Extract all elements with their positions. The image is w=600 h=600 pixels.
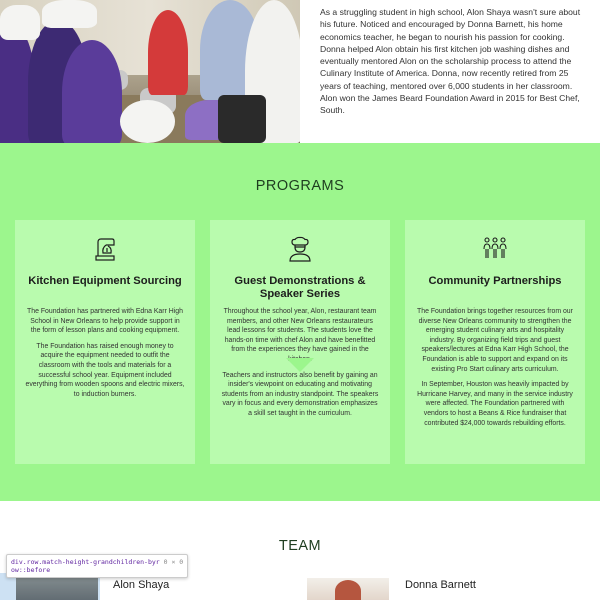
mixer-icon xyxy=(15,236,195,267)
program-card-title: Guest Demonstrations & Speaker Series xyxy=(234,275,366,300)
program-card-title: Community Partnerships xyxy=(428,275,562,287)
classroom-photo xyxy=(0,0,300,143)
section-notch xyxy=(286,358,314,372)
program-card-title: Kitchen Equipment Sourcing xyxy=(28,275,182,287)
program-card-paragraph: The Foundation has raised enough money to acquire the equipment needed to outfit the classroom with the tools and materials for a successful school year. Equipment included everything from wooden spoons and electric mixers, to induction burners. xyxy=(25,342,185,398)
program-card-guest-demonstrations xyxy=(210,220,390,464)
devtools-selector: div.row.match-height-grandchildren-byr xyxy=(11,558,160,566)
program-card-body xyxy=(415,307,575,434)
programs-heading: PROGRAMS xyxy=(255,178,345,194)
program-card-community-partnerships xyxy=(405,220,585,464)
member-name-donna[interactable]: Donna Barnett xyxy=(405,579,476,591)
program-card-paragraph: The Foundation brings together resources from our diverse New Orleans community to strengthen the emerging student culinary arts and hospitality industry. By organizing field trips and guest speakers/lectures at Edna Karr High School, the Foundation is able to support and expand on its existing Pro Start culinary arts curriculum. xyxy=(417,308,573,373)
devtools-size: 0 × 0 xyxy=(163,558,184,566)
programs-section xyxy=(0,143,600,501)
program-card-paragraph: Teachers and instructors also benefit by gaining an insider's viewpoint on educating and motivating students from an industry standpoint. The speakers vary in focus and every demonstration emphasizes a skill set taught in the curriculum. xyxy=(221,371,379,417)
member-photo-donna xyxy=(307,578,389,600)
program-card-kitchen-equipment xyxy=(15,220,195,464)
program-card-paragraph: In September, Houston was heavily impacted by Hurricane Harvey, and many in the service industry were affected. The Foundation partnered with vendors to host a Beans & Rice fundraiser that contributed $24,000 towards rebuilding efforts. xyxy=(417,381,573,427)
member-name-alon[interactable]: Alon Shaya xyxy=(113,579,170,591)
devtools-pseudo: ow::before xyxy=(11,566,51,574)
chef-icon xyxy=(210,236,390,267)
program-card-paragraph: The Foundation has partnered with Edna Karr High School in New Orleans to help provide support in the form of lesson plans and cooking equipment. xyxy=(27,308,183,335)
devtools-tooltip xyxy=(6,554,188,578)
program-card-paragraph: Throughout the school year, Alon, restaurant team members, and other New Orleans restaurateurs lead lessons for students. The students love the hands-on time with chef Alon and have benefitted from the experiences they have gained in the kitchen. xyxy=(223,308,377,363)
intro-section xyxy=(0,0,600,143)
program-card-body xyxy=(25,307,185,405)
bio-text: As a struggling student in high school, Alon Shaya wasn't sure about his future. Noticed and encouraged by Donna Barnett, his home economics teacher, he began to nourish his passion for cooking. Donna helped Alon obtain his first kitchen job washing dishes and eventually mentored Alon on the scholarship process to attend the Culinary Institute of America. Donna, now recently retired from 25 years of teaching, mentored over 6,000 students in her classroom. Alon won the James Beard Foundation Award in 2015 for Best Chef, South. xyxy=(320,7,581,116)
community-icon xyxy=(405,236,585,267)
team-heading: TEAM xyxy=(278,538,322,554)
